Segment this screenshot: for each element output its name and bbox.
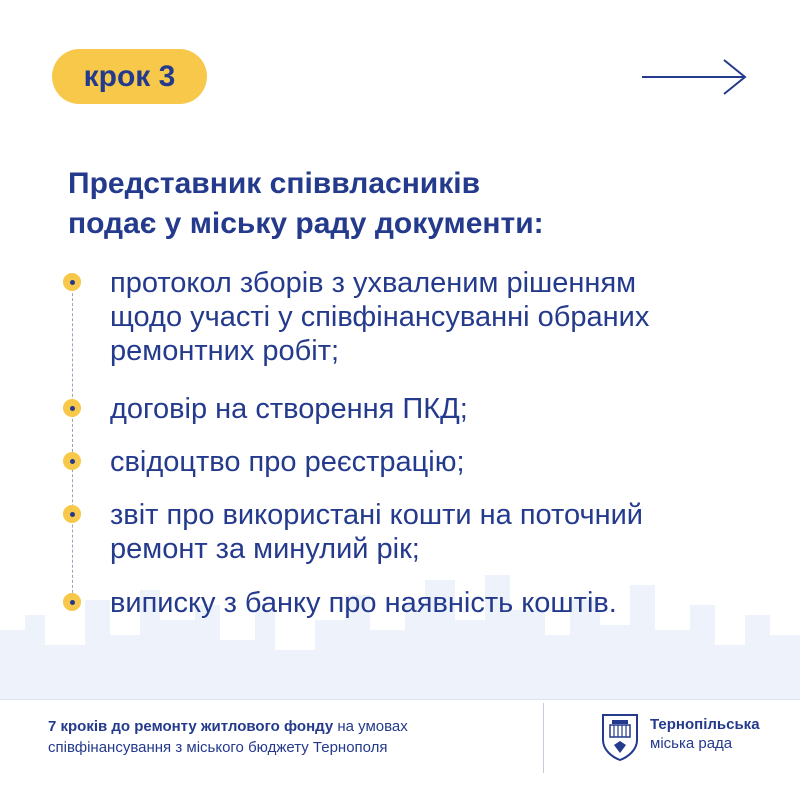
footer-caption-line-2: співфінансування з міського бюджету Тернополя — [48, 739, 388, 756]
step-badge — [52, 49, 207, 104]
ternopil-crest-icon — [600, 712, 640, 762]
list-item-line: договір на створення ПКД; — [110, 393, 468, 425]
list-item-line: ремонтних робіт; — [110, 335, 340, 367]
bullet-icon — [63, 593, 81, 611]
city-council-logo-text — [650, 715, 760, 753]
council-name-line-2: міська рада — [650, 735, 733, 752]
list-item-line: звіт про використані кошти на поточний — [110, 499, 643, 531]
footer-caption-rest: на умовах — [333, 718, 408, 735]
list-item-line: щодо участі у співфінансуванні обраних — [110, 301, 650, 333]
arrow-right-icon[interactable] — [640, 58, 750, 98]
council-name-line-1: Тернопільська — [650, 716, 760, 733]
list-item — [110, 392, 770, 426]
bullet-icon — [63, 452, 81, 470]
list-item-line: свідоцтво про реєстрацію; — [110, 446, 465, 478]
title-line-2: подає у міську раду документи: — [68, 207, 544, 240]
title-line-1: Представник співвласників — [68, 167, 481, 200]
list-item-line: ремонт за минулий рік; — [110, 533, 420, 565]
bullet-icon — [63, 399, 81, 417]
list-item — [110, 445, 770, 479]
footer-divider — [543, 703, 544, 773]
list-item-line: виписку з банку про наявність коштів. — [110, 587, 617, 619]
list-item-line: протокол зборів з ухваленим рішенням — [110, 267, 637, 299]
bullet-icon — [63, 505, 81, 523]
bullet-icon — [63, 273, 81, 291]
footer-caption — [48, 716, 518, 758]
skyline-background — [0, 560, 800, 700]
footer-caption-line-1 — [48, 716, 518, 737]
step-badge-label: крок 3 — [83, 59, 176, 93]
list-item — [110, 266, 770, 368]
footer-campaign-title: 7 кроків до ремонту житлового фонду — [48, 718, 334, 735]
footer-separator — [0, 699, 800, 700]
list-item — [110, 586, 770, 620]
page-title — [68, 164, 748, 244]
timeline-dashed-line — [72, 283, 73, 603]
list-item — [110, 498, 770, 566]
